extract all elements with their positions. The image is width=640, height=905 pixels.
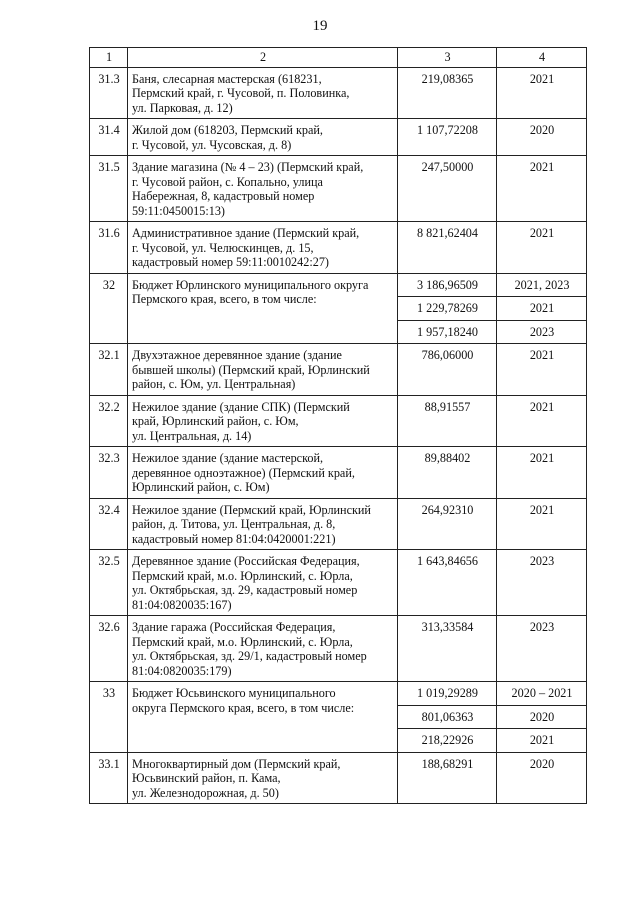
row-description	[128, 395, 398, 447]
row-year: 2021, 2023	[497, 273, 587, 297]
row-description	[128, 616, 398, 682]
description-line: Административное здание (Пермский край,	[132, 226, 360, 240]
header-cell-4: 4	[497, 48, 587, 68]
description-line: ул. Железнодорожная, д. 50)	[132, 785, 279, 800]
table-row	[90, 682, 587, 706]
description-line: 59:11:0450015:13)	[132, 203, 225, 218]
table-header-row	[90, 48, 587, 68]
row-year: 2021	[497, 67, 587, 119]
row-number: 31.3	[90, 67, 128, 119]
row-number: 32.1	[90, 344, 128, 396]
row-description	[128, 273, 398, 344]
description-line: Здание гаража (Российская Федерация,	[132, 620, 336, 634]
row-year: 2020	[497, 119, 587, 156]
description-line: район, д. Титова, ул. Центральная, д. 8,	[132, 517, 336, 531]
table-row	[90, 498, 587, 550]
row-amount: 88,91557	[398, 395, 497, 447]
header-cell-2: 2	[128, 48, 398, 68]
description-line: Пермский край, м.о. Юрлинский, с. Юрла,	[132, 634, 353, 649]
table-row	[90, 616, 587, 682]
row-number: 32.2	[90, 395, 128, 447]
row-number: 33.1	[90, 752, 128, 804]
row-number: 31.6	[90, 222, 128, 274]
row-number: 32.6	[90, 616, 128, 682]
row-description	[128, 344, 398, 396]
table-row	[90, 273, 587, 297]
description-line: г. Чусовой район, с. Копально, улица	[132, 174, 323, 189]
row-amount: 89,88402	[398, 447, 497, 499]
row-description	[128, 222, 398, 274]
row-year: 2021	[497, 156, 587, 222]
table-row	[90, 67, 587, 119]
row-description	[128, 752, 398, 804]
description-line: ул. Центральная, д. 14)	[132, 428, 252, 443]
description-line: край, Юрлинский район, с. Юм,	[132, 414, 299, 428]
row-amount: 247,50000	[398, 156, 497, 222]
description-line: округа Пермского края, всего, в том числе:	[132, 700, 355, 715]
row-amount: 3 186,96509	[398, 273, 497, 297]
description-line: кадастровый номер 81:04:0420001:221)	[132, 531, 336, 546]
row-year: 2020	[497, 705, 587, 729]
row-description	[128, 67, 398, 119]
row-amount: 313,33584	[398, 616, 497, 682]
description-line: Бюджет Юрлинского муниципального округа	[132, 277, 369, 292]
description-line: бывшей школы) (Пермский край, Юрлинский	[132, 362, 370, 377]
row-number: 31.5	[90, 156, 128, 222]
description-line: Двухэтажное деревянное здание (здание	[132, 348, 342, 362]
row-number: 32	[90, 273, 128, 344]
description-line: Нежилое здание (здание мастерской,	[132, 451, 324, 465]
row-year: 2021	[497, 498, 587, 550]
row-amount: 8 821,62404	[398, 222, 497, 274]
row-number: 32.5	[90, 550, 128, 616]
description-line: ул. Октябрьская, зд. 29/1, кадастровый номер	[132, 649, 367, 663]
table-row	[90, 344, 587, 396]
row-amount: 188,68291	[398, 752, 497, 804]
table-row	[90, 447, 587, 499]
description-line: 81:04:0820035:167)	[132, 597, 232, 612]
row-year: 2020 – 2021	[497, 682, 587, 706]
description-line: ул. Октябрьская, зд. 29, кадастровый номер	[132, 583, 358, 597]
row-number: 33	[90, 682, 128, 753]
row-amount: 1 643,84656	[398, 550, 497, 616]
description-line: кадастровый номер 59:11:0010242:27)	[132, 255, 329, 269]
row-number: 32.4	[90, 498, 128, 550]
table-row	[90, 156, 587, 222]
table-row	[90, 119, 587, 156]
row-year: 2021	[497, 729, 587, 753]
description-line: Жилой дом (618203, Пермский край,	[132, 123, 323, 137]
page-number: 19	[312, 18, 328, 34]
budget-table	[89, 47, 587, 804]
description-line: Набережная, 8, кадастровый номер	[132, 189, 315, 203]
description-line: ул. Парковая, д. 12)	[132, 100, 233, 115]
row-year: 2023	[497, 616, 587, 682]
description-line: Юсьвинский район, п. Кама,	[132, 771, 281, 785]
description-line: Пермский край, г. Чусовой, п. Половинка,	[132, 86, 350, 100]
description-line: Баня, слесарная мастерская (618231,	[132, 71, 322, 86]
row-year: 2021	[497, 344, 587, 396]
description-line: г. Чусовой, ул. Челюскинцев, д. 15,	[132, 240, 314, 255]
description-line: Многоквартирный дом (Пермский край,	[132, 756, 341, 771]
description-line: Юрлинский район, с. Юм)	[132, 480, 270, 494]
row-year: 2021	[497, 297, 587, 321]
row-amount: 1 107,72208	[398, 119, 497, 156]
description-line: деревянное одноэтажное) (Пермский край,	[132, 465, 355, 480]
row-description	[128, 498, 398, 550]
table-row	[90, 222, 587, 274]
row-description	[128, 156, 398, 222]
description-line: Нежилое здание (здание СПК) (Пермский	[132, 399, 350, 414]
row-number: 31.4	[90, 119, 128, 156]
description-line: Пермский край, м.о. Юрлинский, с. Юрла,	[132, 568, 353, 583]
budget-table-body	[90, 48, 587, 804]
row-amount: 1 957,18240	[398, 320, 497, 344]
description-line: район, с. Юм, ул. Центральная)	[132, 377, 296, 391]
header-cell-1: 1	[90, 48, 128, 68]
row-year: 2020	[497, 752, 587, 804]
row-description	[128, 119, 398, 156]
row-year: 2021	[497, 222, 587, 274]
description-line: 81:04:0820035:179)	[132, 663, 232, 678]
row-amount: 218,22926	[398, 729, 497, 753]
row-amount: 264,92310	[398, 498, 497, 550]
row-year: 2023	[497, 550, 587, 616]
row-amount: 219,08365	[398, 67, 497, 119]
table-row	[90, 395, 587, 447]
row-description	[128, 682, 398, 753]
table-row	[90, 550, 587, 616]
row-amount: 1 019,29289	[398, 682, 497, 706]
description-line: Бюджет Юсьвинского муниципального	[132, 686, 336, 700]
row-description	[128, 447, 398, 499]
description-line: Пермского края, всего, в том числе:	[132, 292, 317, 306]
row-amount: 1 229,78269	[398, 297, 497, 321]
row-year: 2023	[497, 320, 587, 344]
row-year: 2021	[497, 395, 587, 447]
row-amount: 801,06363	[398, 705, 497, 729]
description-line: г. Чусовой, ул. Чусовская, д. 8)	[132, 137, 292, 152]
table-row	[90, 752, 587, 804]
description-line: Здание магазина (№ 4 – 23) (Пермский край,	[132, 160, 364, 174]
row-amount: 786,06000	[398, 344, 497, 396]
row-year: 2021	[497, 447, 587, 499]
row-description	[128, 550, 398, 616]
header-cell-3: 3	[398, 48, 497, 68]
description-line: Нежилое здание (Пермский край, Юрлинский	[132, 502, 371, 517]
description-line: Деревянное здание (Российская Федерация,	[132, 554, 360, 568]
row-number: 32.3	[90, 447, 128, 499]
